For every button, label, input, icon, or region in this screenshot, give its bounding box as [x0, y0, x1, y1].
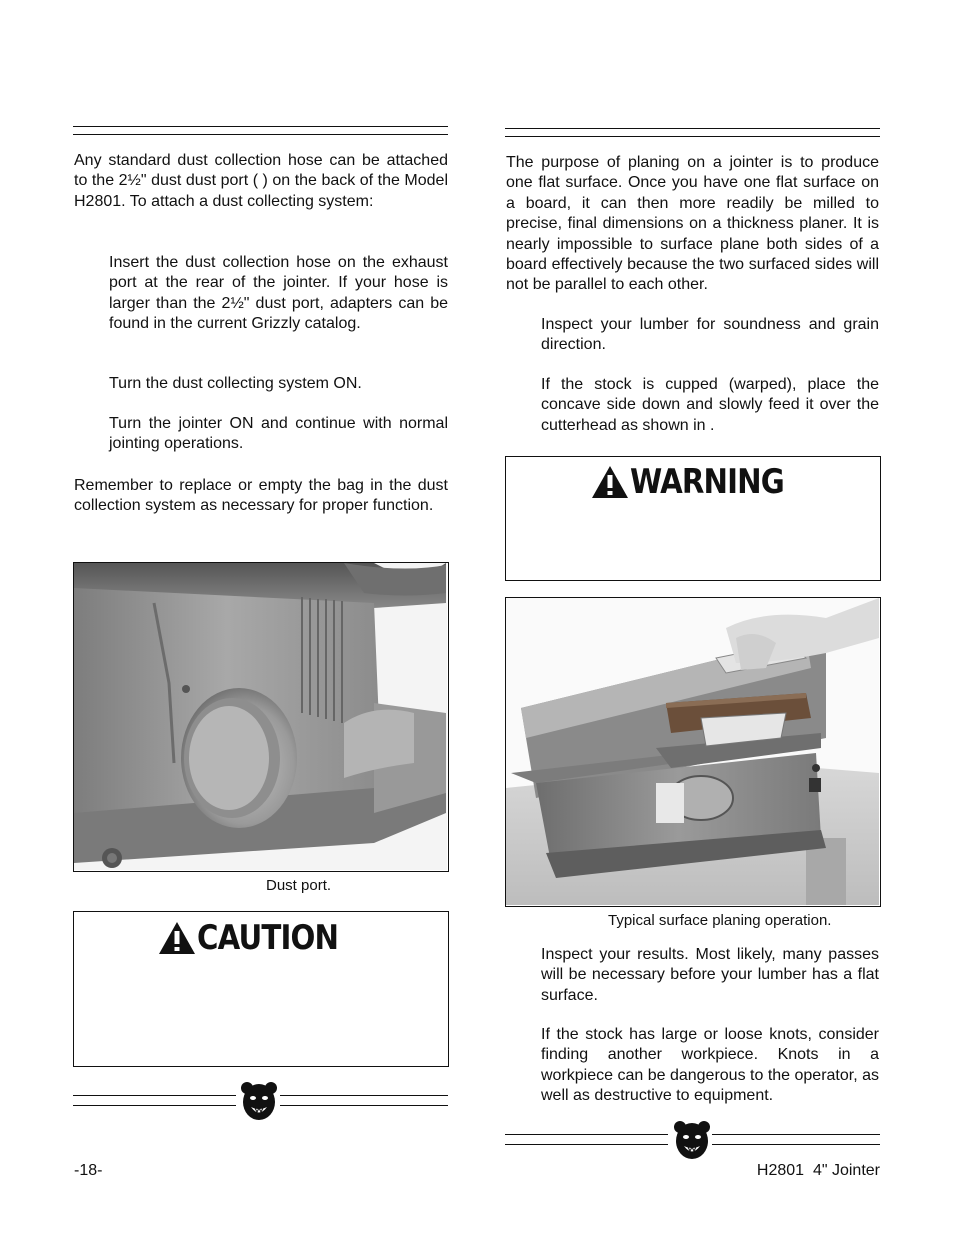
grizzly-bear-logo-icon — [673, 1119, 711, 1161]
warning-label: WARNING — [630, 462, 784, 502]
right-footer-rule-top-right — [712, 1134, 880, 1135]
warning-triangle-icon — [590, 464, 630, 500]
left-footer-rule-bottom — [73, 1105, 236, 1106]
dust-collection-intro: Any standard dust collection hose can be attached to the 2½" dust dust port ( ) on the back of the Model H2801. To attach a dust collecting system: — [74, 152, 448, 210]
left-footer-rule-top — [73, 1095, 236, 1096]
left-footer-rule-top-right — [280, 1095, 448, 1096]
left-footer-rule-bottom-right — [280, 1105, 448, 1106]
right-header-rule-bottom — [505, 136, 880, 137]
planing-caption: Typical surface planing operation. — [608, 912, 832, 929]
caution-triangle-icon — [157, 920, 197, 956]
right-header-rule-top — [505, 128, 880, 129]
caution-banner — [157, 916, 361, 960]
right-step-2: If the stock is cupped (warped), place the concave side down and slowly feed it over the cutterhead as shown in . — [541, 376, 879, 434]
model-title: H2801 4" Jointer — [756, 1162, 880, 1179]
right-footer-rule-top — [505, 1134, 668, 1135]
right-step-4: If the stock has large or loose knots, consider finding another workpiece. Knots in a workpiece can be dangerous to the operator, as well as destructive to equipment. — [541, 1026, 879, 1105]
right-footer-rule-bottom — [505, 1144, 668, 1145]
planing-intro: The purpose of planing on a jointer is to produce one flat surface. Once you have one flat surface on a board, it can then more readily be milled to precise, final dimensions on a thickness planer. It is nearly impossible to surface plane both sides of a board effectively because the two surfaced sides will not be parallel to each other. — [506, 154, 879, 294]
bag-reminder: Remember to replace or empty the bag in the dust collection system as necessary for proper function. — [74, 477, 448, 515]
page-number: -18- — [74, 1162, 103, 1179]
right-footer-rule-bottom-right — [712, 1144, 880, 1145]
caution-label: CAUTION — [197, 918, 339, 958]
left-step-3: Turn the jointer ON and continue with normal jointing operations. — [109, 415, 448, 453]
right-step-1: Inspect your lumber for soundness and grain direction. — [541, 316, 879, 354]
surface-planing-photo — [505, 597, 881, 907]
left-step-1: Insert the dust collection hose on the exhaust port at the rear of the jointer. If your hose is larger than the 2½" dust port, adapters can be found in the current Grizzly catalog. — [109, 254, 448, 333]
right-step-3: Inspect your results. Most likely, many passes will be necessary before your lumber has a flat surface. — [541, 946, 879, 1004]
grizzly-bear-logo-icon — [240, 1080, 278, 1122]
left-header-rule-bottom — [73, 134, 448, 135]
warning-banner — [590, 460, 809, 504]
left-header-rule-top — [73, 126, 448, 127]
surface-planing-illustration — [506, 598, 879, 905]
left-step-2: Turn the dust collecting system ON. — [109, 375, 362, 392]
dust-port-photo — [73, 562, 449, 872]
dust-port-illustration — [74, 563, 447, 870]
dust-port-caption: Dust port. — [266, 877, 332, 894]
